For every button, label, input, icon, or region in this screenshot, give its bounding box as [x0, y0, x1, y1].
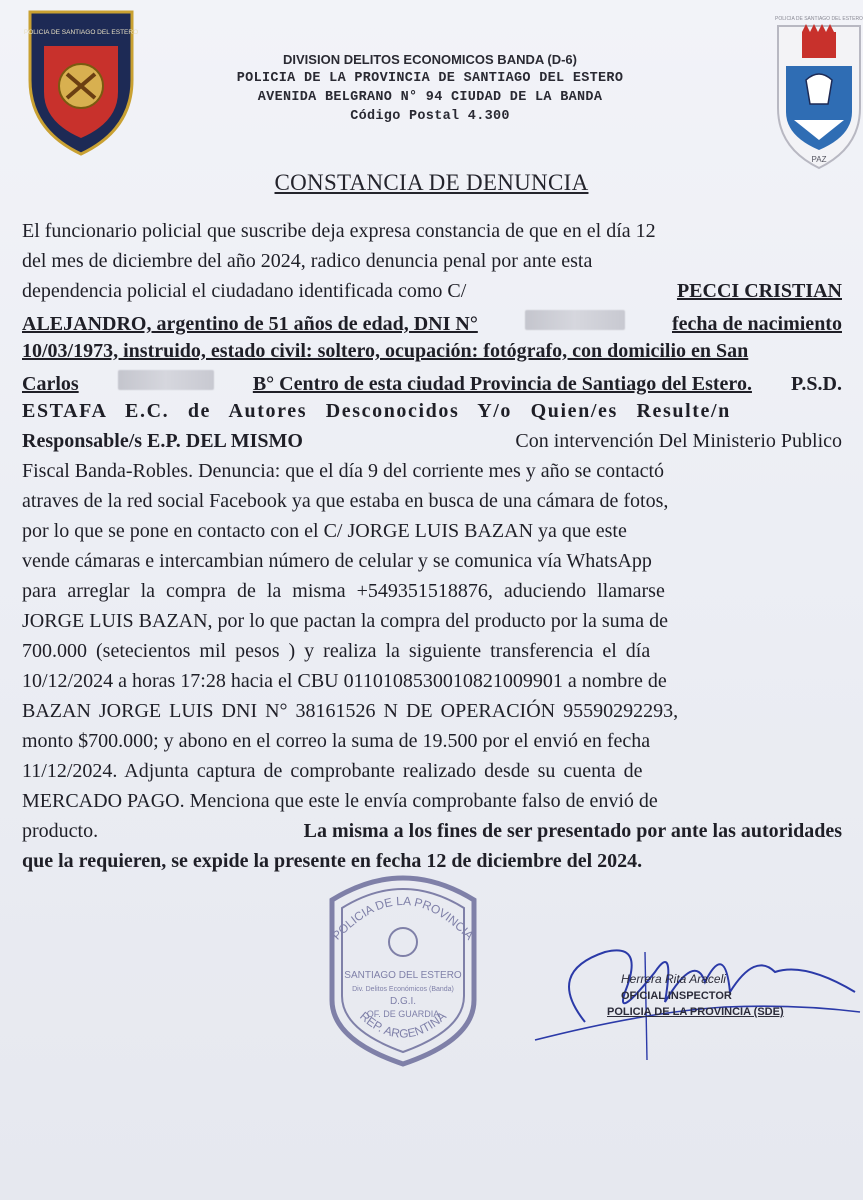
svg-text:POLICIA DE LA PROVINCIA: [330, 894, 477, 943]
stamp-guard: OF. DE GUARDIA: [366, 1009, 440, 1019]
letterhead-line-2: AVENIDA BELGRANO N° 94 CIUDAD DE LA BANDA: [257, 90, 603, 105]
redacted-dni: [525, 310, 625, 330]
text-line: atraves de la red social Facebook ya que estaba en busca de una cámara de fotos,: [22, 490, 669, 512]
stamp-bottom-text: REP. ARGENTINA: [357, 1008, 449, 1041]
text-line: 700.000 (setecientos mil pesos ) y realiza la siguiente transferencia el día: [22, 640, 651, 662]
stamp-division: Div. Delitos Económicos (Banda): [352, 986, 454, 993]
text-line: por lo que se pone en contacto con el C/ JORGE LUIS BAZAN ya que este: [22, 520, 627, 542]
text-line: que la requieren, se expide la presente en fecha 12 de diciembre del 2024.: [22, 850, 643, 872]
text-line: monto $700.000; y abono en el correo la suma de 19.500 por el envió en fecha: [22, 730, 651, 752]
signature-scribble-icon: [525, 912, 863, 1062]
stamp-city: SANTIAGO DEL ESTERO: [344, 970, 462, 981]
officer-signature: [525, 912, 863, 1062]
complainant-name: PECCI CRISTIAN: [676, 280, 842, 302]
text-line: ESTAFA E.C. de Autores Desconocidos Y/o Quien/es Resulte/n: [22, 400, 731, 422]
signature-name: Herrera Rita Araceli: [621, 972, 726, 986]
text-line: del mes de diciembre del año 2024, radico denuncia penal por ante esta: [22, 250, 593, 272]
right-emblem-motto: PAZ: [811, 155, 827, 164]
letterhead: [150, 50, 710, 126]
text-line: 10/12/2024 a horas 17:28 hacia el CBU 0110108530010821009901 a nombre de: [22, 670, 667, 692]
document-title: CONSTANCIA DE DENUNCIA: [274, 170, 589, 195]
signature-institution: POLICIA DE LA PROVINCIA (SDE): [607, 1006, 784, 1018]
text-line: para arreglar la compra de la misma +549351518876, aduciendo llamarse: [22, 580, 665, 602]
right-emblem-text: POLICIA DE SANTIAGO DEL ESTERO: [775, 16, 863, 22]
stamp-arc-text: POLICIA DE LA PROVINCIA: [329, 893, 477, 943]
signature-rank: OFICIAL INSPECTOR: [621, 990, 732, 1002]
division-name: DIVISION DELITOS ECONOMICOS BANDA (D-6): [283, 52, 577, 67]
police-shield-left-icon: [22, 6, 140, 158]
redacted-address: [118, 370, 214, 390]
text-line: El funcionario policial que suscribe deja expresa constancia de que en el día 12: [22, 220, 656, 242]
statement-body: [22, 220, 842, 880]
text-line: vende cámaras e intercambian número de celular y se comunica vía WhatsApp: [22, 550, 652, 572]
text-line: ALEJANDRO, argentino de 51 años de edad, DNI N° fecha de nacimiento: [22, 310, 842, 340]
province-emblem-right-icon: [772, 8, 863, 173]
text-line: dependencia policial el ciudadano identificada como C/ PECCI CRISTIAN: [22, 280, 842, 302]
letterhead-line-1: POLICIA DE LA PROVINCIA DE SANTIAGO DEL ESTERO: [236, 71, 624, 86]
text-line: 11/12/2024. Adjunta captura de comprobante realizado desde su cuenta de: [22, 760, 643, 782]
text-line: Responsable/s E.P. DEL MISMO Con intervención Del Ministerio Publico: [22, 430, 842, 452]
text-line: Carlos B° Centro de esta ciudad Provincia de Santiago del Estero. P.S.D.: [22, 370, 842, 400]
letterhead-line-3: Código Postal 4.300: [350, 109, 510, 124]
text-line: BAZAN JORGE LUIS DNI N° 38161526 N DE OPERACIÓN 95590292293,: [22, 700, 679, 722]
text-line: producto. La misma a los fines de ser presentado por ante las autoridades: [22, 820, 842, 842]
text-line: Fiscal Banda-Robles. Denuncia: que el día 9 del corriente mes y año se contactó: [22, 460, 665, 482]
police-stamp: [318, 860, 488, 1070]
text-line: MERCADO PAGO. Menciona que este le envía comprobante falso de envió de: [22, 790, 658, 812]
text-line: 10/03/1973, instruido, estado civil: soltero, ocupación: fotógrafo, con domicilio en San: [22, 340, 749, 362]
text-line: JORGE LUIS BAZAN, por lo que pactan la compra del producto por la suma de: [22, 610, 668, 632]
stamp-dept: D.G.I.: [389, 996, 417, 1007]
left-emblem-text: POLICIA DE SANTIAGO DEL ESTERO: [23, 29, 139, 36]
